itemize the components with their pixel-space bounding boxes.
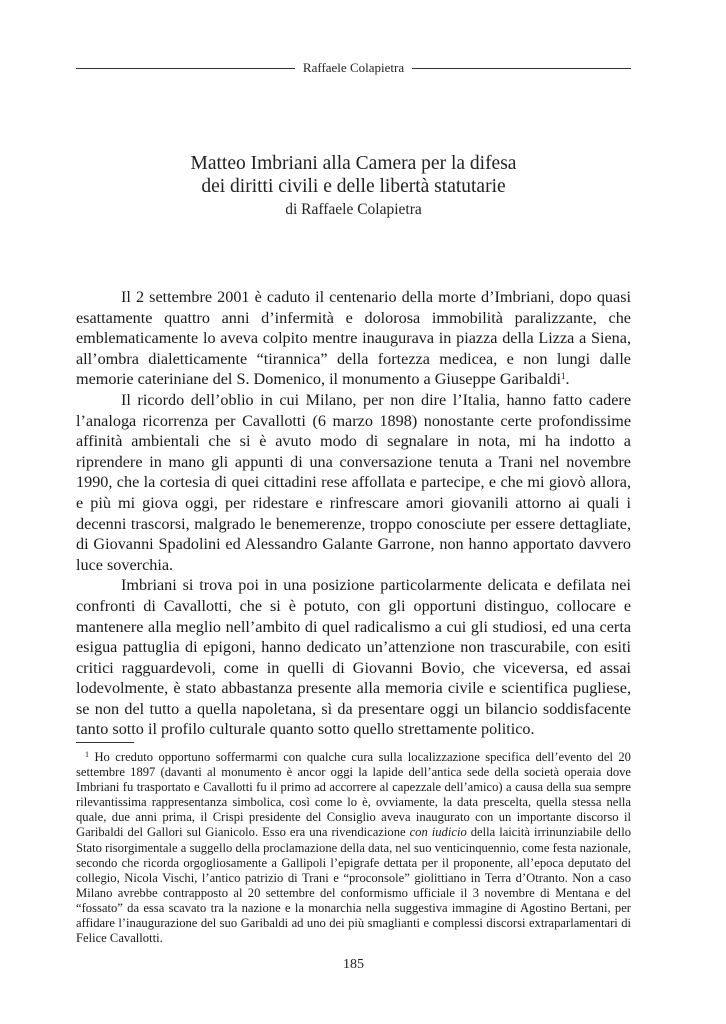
running-head-left-rule [76, 68, 295, 69]
footnote-1-text [76, 750, 631, 946]
article-title-line-1: Matteo Imbriani alla Camera per la difesa [190, 153, 517, 174]
footnote-marker: 1 [85, 750, 89, 759]
body-text [76, 287, 631, 740]
body-paragraph-2: Il ricordo dell’oblio in cui Milano, per non dire l’Italia, hanno fatto cadere l’analoga ricorrenza per Cavallotti (6 marzo 1898) nonostante certe profondissime affinità ambientali che si è avuto modo di segnalare in nota, mi ha indotto a riprendere in mano gli appunti di una conversazione tenuta a Trani nel novembre 1990, che la cortesia di quei cittadini rese affollata e partecipe, e che mi giovò allora, e più mi giova oggi, per ridestare e rinfrescare amori giovanili attorno ai quali i decenni trascorsi, malgrado le benemerenze, troppo conosciute per essere dettagliate, di Giovanni Spadolini ed Alessandro Galante Garrone, non hanno apportato davvero luce soverchia. [76, 390, 631, 574]
footnote-reference-1[interactable]: 1 [561, 371, 566, 382]
footnote-italic-phrase: con iudicio [409, 825, 467, 840]
body-paragraph-1-end: . [565, 370, 570, 389]
body-paragraph-1-text: Il 2 settembre 2001 è caduto il centenario della morte d’Imbriani, dopo quasi esattamente quattro anni d’infermità e dolorosa immobilità paralizzante, che emblematicamente lo aveva colpito mentre inaugurava in piazza della Lizza a Siena, all’ombra dialetticamente “tirannica” della fortezza medicea, e non lungi dalle memorie cateriniane del S. Domenico, il monumento a Giuseppe Garibaldi [76, 288, 631, 389]
running-head-author: Raffaele Colapietra [302, 60, 405, 75]
article-title-line-2: dei diritti civili e delle libertà statutarie [201, 176, 506, 197]
footnote-1 [76, 750, 631, 946]
article-title-block [76, 152, 631, 221]
body-paragraph-1 [76, 287, 631, 390]
page-number: 185 [343, 957, 364, 972]
footnote-separator [76, 742, 134, 743]
article-byline: di Raffaele Colapietra [285, 201, 422, 218]
running-head [76, 58, 631, 78]
body-paragraph-3: Imbriani si trova poi in una posizione particolarmente delicata e defilata nei confronti di Cavallotti, che si è potuto, con gli opportuni distinguo, collocare e mantenere alla meglio nell’ambito di quel radicalismo a cui gli studiosi, ed una certa esigua pattuglia di epigoni, hanno dedicato un’attenzione non trascurabile, con esiti critici ragguardevoli, come in quelli di Giovanni Bovio, che viceversa, ed assai lodevolmente, è stato abbastanza presente alla memoria civile e scientifica pugliese, se non del tutto a quella napoletana, sì da presentare oggi un bilancio soddisfacente tanto sotto il profilo culturale quanto sotto quello strettamente politico. [76, 576, 631, 739]
footnote-text-part-2: della laicità irrinunziabile dello Stato risorgimentale a suggello della proclamazione della data, nel suo venticinquennio, come festa nazionale, secondo che ricorda orgogliosamente a Gallipoli l’epigrafe dettata per il proponente, all’epoca deputato del collegio, Nicola Vischi, l’antico patrizio di Trani e “proconsole” giolittiano in Terra d’Otranto. Non a caso Milano avrebbe contrapposto al 20 settembre del conformismo ufficiale il 3 novembre di Mentana e del “fossato” da essa scavato tra la nazione e la monarchia nella suggestiva immagine di Agostino Bertani, per affidare l’inaugurazione del suo Garibaldi ad uno dei più smaglianti e complessi discorsi extraparlamentari di Felice Cavallotti. [76, 825, 632, 946]
running-head-right-rule [412, 68, 631, 69]
footnote-text-part-1: Ho creduto opportuno soffermarmi con qualche cura sulla localizzazione specifica dell’evento del 20 settembre 1897 (davanti al monumento è ancor oggi la lapide dell’antica sede della società operaia dove Imbriani fu trasportato e Cavallotti fu il primo ad accorrere al capezzale dell’amico) a causa della sua sempre rilevantissima rappresentanza simbolica, così come lo è, ovviamente, la data prescelta, quella stessa nella quale, due anni prima, il Crispi presidente del Consiglio aveva inaugurato con un importante discorso il Garibaldi del Gallori sul Gianicolo. Esso era una rivendicazione [76, 750, 631, 840]
